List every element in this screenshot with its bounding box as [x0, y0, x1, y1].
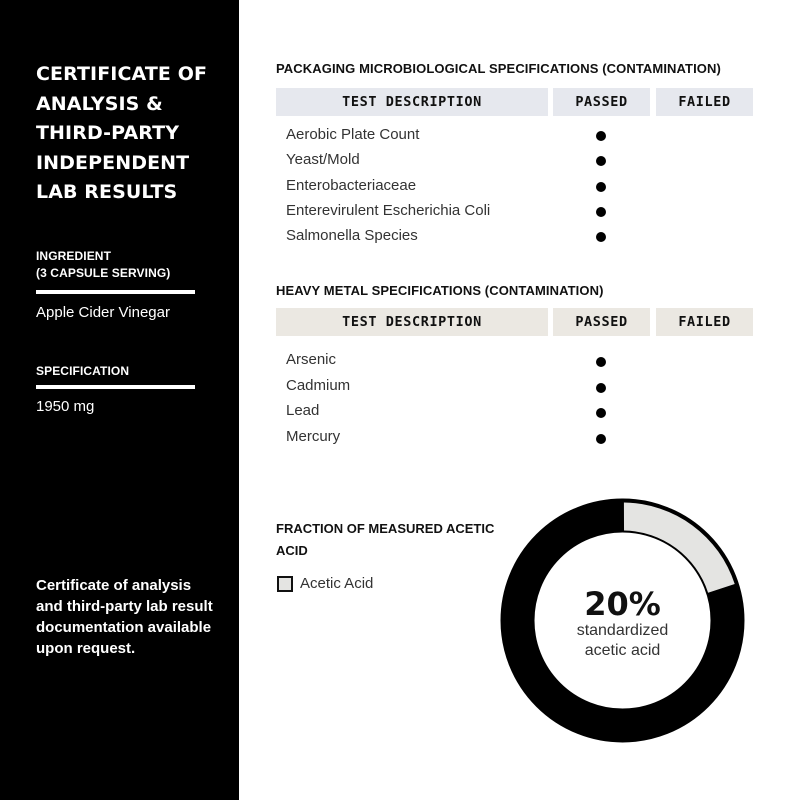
donut-center-line1: standardized: [576, 622, 669, 639]
metal-header-description: TEST DESCRIPTION: [276, 308, 548, 336]
micro-row-label: Enterobacteriaceae: [286, 176, 417, 194]
micro-row-label: Yeast/Mold: [286, 151, 360, 169]
metal-row-status-dot: [596, 357, 606, 367]
metal-row-label: Mercury: [286, 427, 341, 445]
legend-swatch: [277, 576, 293, 592]
micro-row-status-dot: [596, 156, 606, 166]
micro-header-description: TEST DESCRIPTION: [276, 88, 548, 116]
metal-header-failed: FAILED: [656, 308, 753, 336]
donut-center-line2: acetic acid: [584, 642, 661, 659]
sidebar-title: CERTIFICATE OF ANALYSIS & THIRD-PARTY INDEPENDENT LAB RESULTS: [36, 63, 208, 203]
metal-row-label: Arsenic: [286, 351, 337, 368]
micro-header-failed: FAILED: [656, 88, 753, 116]
ingredient-divider: [36, 290, 195, 294]
specification-value: 1950 mg: [36, 398, 95, 415]
specification-label: SPECIFICATION: [36, 364, 130, 378]
metal-header-passed: PASSED: [553, 308, 650, 336]
specification-divider: [36, 385, 195, 389]
ingredient-label: INGREDIENT: [36, 249, 112, 263]
legend-label: Acetic Acid: [300, 575, 374, 592]
micro-row-label: Aerobic Plate Count: [286, 126, 420, 143]
ingredient-serving-label: (3 CAPSULE SERVING): [36, 266, 171, 280]
metal-row-label: Lead: [286, 402, 320, 419]
donut-center-value: 20%: [584, 585, 661, 623]
metal-row-status-dot: [596, 434, 606, 444]
micro-header-passed: PASSED: [553, 88, 650, 116]
metal-row-status-dot: [596, 383, 606, 393]
micro-row-status-dot: [596, 182, 606, 192]
micro-row-label: Enterevirulent Escherichia Coli: [286, 201, 491, 219]
documentation-note: Certificate of analysis and third-party lab result documentation available upon request.: [36, 577, 213, 657]
micro-section-title: PACKAGING MICROBIOLOGICAL SPECIFICATIONS (CONTAMINATION): [276, 61, 721, 76]
micro-row-status-dot: [596, 131, 606, 141]
metal-row-label: Cadmium: [286, 376, 351, 394]
metal-row-status-dot: [596, 408, 606, 418]
sidebar: [0, 0, 239, 800]
chart-title: FRACTION OF MEASURED ACETIC ACID: [276, 521, 495, 558]
metal-section-title: HEAVY METAL SPECIFICATIONS (CONTAMINATION): [276, 283, 604, 298]
micro-row-label: Salmonella Species: [286, 227, 418, 245]
micro-row-status-dot: [596, 232, 606, 242]
ingredient-value: Apple Cider Vinegar: [36, 304, 170, 321]
micro-row-status-dot: [596, 207, 606, 217]
